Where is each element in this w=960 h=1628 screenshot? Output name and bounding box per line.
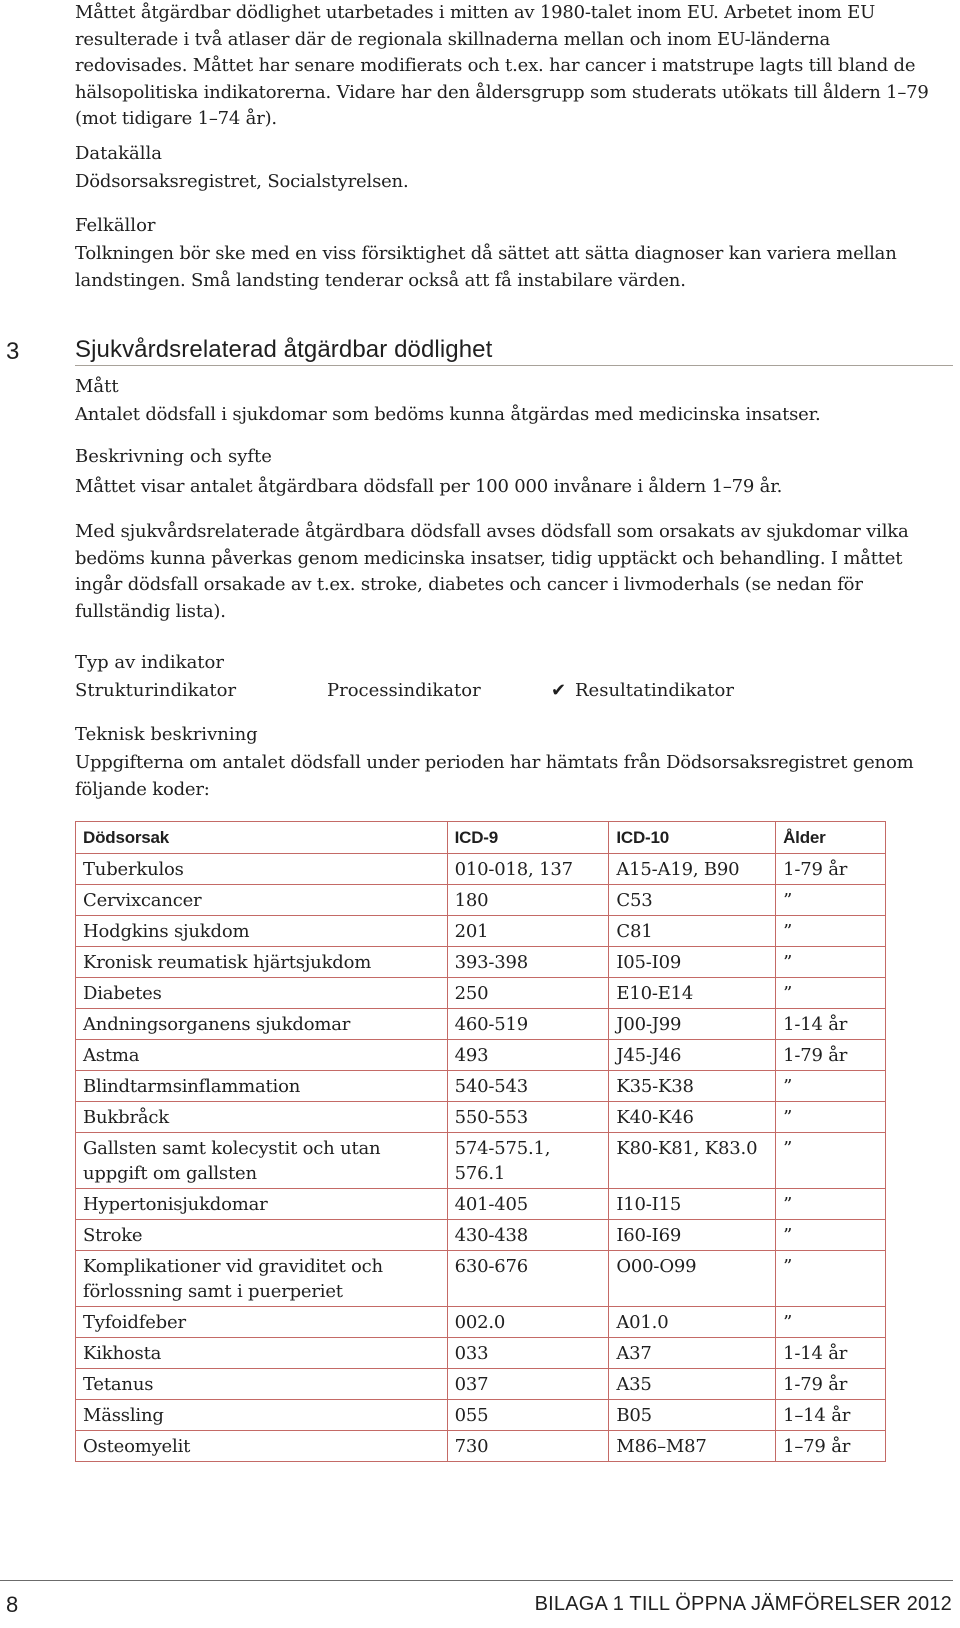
datakalla-heading: Datakälla [75, 143, 163, 164]
cell-icd9: 250 [447, 978, 609, 1009]
table-row [76, 1220, 886, 1251]
table-row [76, 947, 886, 978]
cell-icd10: I10-I15 [609, 1189, 776, 1220]
cell-icd10: O00-O99 [609, 1251, 776, 1307]
page-number: 8 [6, 1592, 19, 1617]
table-row [76, 1071, 886, 1102]
table-row [76, 1400, 886, 1431]
cell-icd10: C81 [609, 916, 776, 947]
cell-cause: Komplikationer vid graviditet och förlossning samt i puerperiet [76, 1251, 448, 1307]
icd-codes-table [75, 821, 886, 1462]
beskrivning-text-2: Med sjukvårdsrelaterade åtgärdbara dödsfall avses dödsfall som orsakats av sjukdomar vilka bedöms kunna påverkas genom medicinska insatser, tidig upptäckt och behandling. I måttet ingår dödsfall orsakade av t.ex. stroke, diabetes och cancer i livmoderhals (se nedan för fullständig lista). [75, 521, 909, 622]
cell-age: 1-14 år [776, 1009, 886, 1040]
table-row [76, 1307, 886, 1338]
cell-icd10: A15-A19, B90 [609, 854, 776, 885]
cell-cause: Mässling [76, 1400, 448, 1431]
footer-divider [0, 1580, 953, 1581]
teknisk-heading: Teknisk beskrivning [75, 724, 258, 745]
cell-icd10: M86–M87 [609, 1431, 776, 1462]
cell-age: ” [776, 1102, 886, 1133]
beskrivning-text-1: Måttet visar antalet åtgärdbara dödsfall per 100 000 invånare i åldern 1–79 år. [75, 476, 783, 497]
cell-icd10: K35-K38 [609, 1071, 776, 1102]
cell-cause: Hodgkins sjukdom [76, 916, 448, 947]
cell-age: 1-79 år [776, 1369, 886, 1400]
header-dodsorsak: Dödsorsak [76, 822, 448, 854]
cell-icd9: 393-398 [447, 947, 609, 978]
table-row [76, 1369, 886, 1400]
cell-icd9: 002.0 [447, 1307, 609, 1338]
cell-age: 1-14 år [776, 1338, 886, 1369]
cell-cause: Tyfoidfeber [76, 1307, 448, 1338]
cell-age: ” [776, 1307, 886, 1338]
cell-icd9: 540-543 [447, 1071, 609, 1102]
header-icd9: ICD-9 [447, 822, 609, 854]
cell-icd9: 201 [447, 916, 609, 947]
cell-cause: Stroke [76, 1220, 448, 1251]
cell-icd10: I05-I09 [609, 947, 776, 978]
felkallor-heading: Felkällor [75, 215, 156, 236]
table-row [76, 1189, 886, 1220]
cell-age: ” [776, 1251, 886, 1307]
cell-icd10: A01.0 [609, 1307, 776, 1338]
table-row [76, 1009, 886, 1040]
cell-age: 1–79 år [776, 1431, 886, 1462]
cell-icd9: 550-553 [447, 1102, 609, 1133]
check-icon: ✔ [551, 680, 567, 701]
cell-cause: Tuberkulos [76, 854, 448, 885]
cell-cause: Bukbråck [76, 1102, 448, 1133]
table-row [76, 1133, 886, 1189]
cell-cause: Andningsorganens sjukdomar [76, 1009, 448, 1040]
typ-heading: Typ av indikator [75, 652, 224, 673]
cell-cause: Osteomyelit [76, 1431, 448, 1462]
cell-cause: Blindtarmsinflammation [76, 1071, 448, 1102]
cell-icd10: A37 [609, 1338, 776, 1369]
cell-cause: Diabetes [76, 978, 448, 1009]
beskrivning-heading: Beskrivning och syfte [75, 446, 272, 467]
cell-icd10: K80-K81, K83.0 [609, 1133, 776, 1189]
cell-age: 1–14 år [776, 1400, 886, 1431]
table-row [76, 1431, 886, 1462]
cell-icd10: I60-I69 [609, 1220, 776, 1251]
cell-icd9: 574-575.1, 576.1 [447, 1133, 609, 1189]
cell-cause: Hypertonisjukdomar [76, 1189, 448, 1220]
struktur-option: Strukturindikator [75, 680, 237, 701]
table-row [76, 1251, 886, 1307]
table-row [76, 885, 886, 916]
cell-age: ” [776, 916, 886, 947]
cell-icd9: 037 [447, 1369, 609, 1400]
cell-icd9: 430-438 [447, 1220, 609, 1251]
cell-icd9: 033 [447, 1338, 609, 1369]
cell-icd9: 630-676 [447, 1251, 609, 1307]
matt-heading: Mått [75, 376, 119, 397]
header-alder: Ålder [776, 822, 886, 854]
teknisk-text: Uppgifterna om antalet dödsfall under perioden har hämtats från Dödsorsaksregistret genom följande koder: [75, 752, 914, 800]
table-row [76, 1338, 886, 1369]
cell-icd9: 460-519 [447, 1009, 609, 1040]
cell-age: ” [776, 1189, 886, 1220]
cell-cause: Astma [76, 1040, 448, 1071]
matt-text: Antalet dödsfall i sjukdomar som bedöms kunna åtgärdas med medicinska insatser. [75, 404, 821, 425]
cell-icd9: 010-018, 137 [447, 854, 609, 885]
cell-icd9: 401-405 [447, 1189, 609, 1220]
cell-age: ” [776, 1071, 886, 1102]
cell-icd9: 180 [447, 885, 609, 916]
cell-icd9: 730 [447, 1431, 609, 1462]
cell-icd10: K40-K46 [609, 1102, 776, 1133]
resultat-option: Resultatindikator [575, 680, 734, 701]
cell-icd10: J00-J99 [609, 1009, 776, 1040]
table-header-row [76, 822, 886, 854]
header-icd10: ICD-10 [609, 822, 776, 854]
cell-cause: Tetanus [76, 1369, 448, 1400]
section-number: 3 [6, 338, 20, 365]
cell-cause: Gallsten samt kolecystit och utan uppgift om gallsten [76, 1133, 448, 1189]
section-divider [75, 365, 953, 366]
cell-cause: Kikhosta [76, 1338, 448, 1369]
cell-cause: Cervixcancer [76, 885, 448, 916]
cell-cause: Kronisk reumatisk hjärtsjukdom [76, 947, 448, 978]
indicator-type-row [75, 680, 935, 708]
cell-age: ” [776, 885, 886, 916]
section-title: Sjukvårdsrelaterad åtgärdbar dödlighet [75, 336, 493, 363]
table-row [76, 1102, 886, 1133]
cell-icd9: 055 [447, 1400, 609, 1431]
cell-age: 1-79 år [776, 1040, 886, 1071]
table-row [76, 854, 886, 885]
datakalla-text: Dödsorsaksregistret, Socialstyrelsen. [75, 171, 409, 192]
intro-paragraph: Måttet åtgärdbar dödlighet utarbetades i mitten av 1980-talet inom EU. Arbetet inom EU resulterade i två atlaser där de regionala skillnaderna mellan och inom EU-länderna redovisades. Måttet har senare modifierats och t.ex. har cancer i matstrupe lagts till bland de hälsopolitiska indikatorerna. Vidare har den åldersgrupp som studerats utökats till åldern 1–79 (mot tidigare 1–74 år). [75, 2, 929, 129]
cell-age: 1-79 år [776, 854, 886, 885]
felkallor-text: Tolkningen bör ske med en viss försiktighet då sättet att sätta diagnoser kan variera mellan landstingen. Små landsting tenderar också att få instabilare värden. [75, 243, 897, 291]
cell-icd10: B05 [609, 1400, 776, 1431]
cell-age: ” [776, 1133, 886, 1189]
cell-icd10: C53 [609, 885, 776, 916]
footer-title: BILAGA 1 TILL ÖPPNA JÄMFÖRELSER 2012 [534, 1593, 952, 1615]
cell-icd10: A35 [609, 1369, 776, 1400]
cell-icd10: E10-E14 [609, 978, 776, 1009]
table-row [76, 916, 886, 947]
table-row [76, 1040, 886, 1071]
process-option: Processindikator [327, 680, 481, 701]
cell-icd10: J45-J46 [609, 1040, 776, 1071]
table-row [76, 978, 886, 1009]
cell-age: ” [776, 947, 886, 978]
cell-age: ” [776, 1220, 886, 1251]
cell-age: ” [776, 978, 886, 1009]
cell-icd9: 493 [447, 1040, 609, 1071]
